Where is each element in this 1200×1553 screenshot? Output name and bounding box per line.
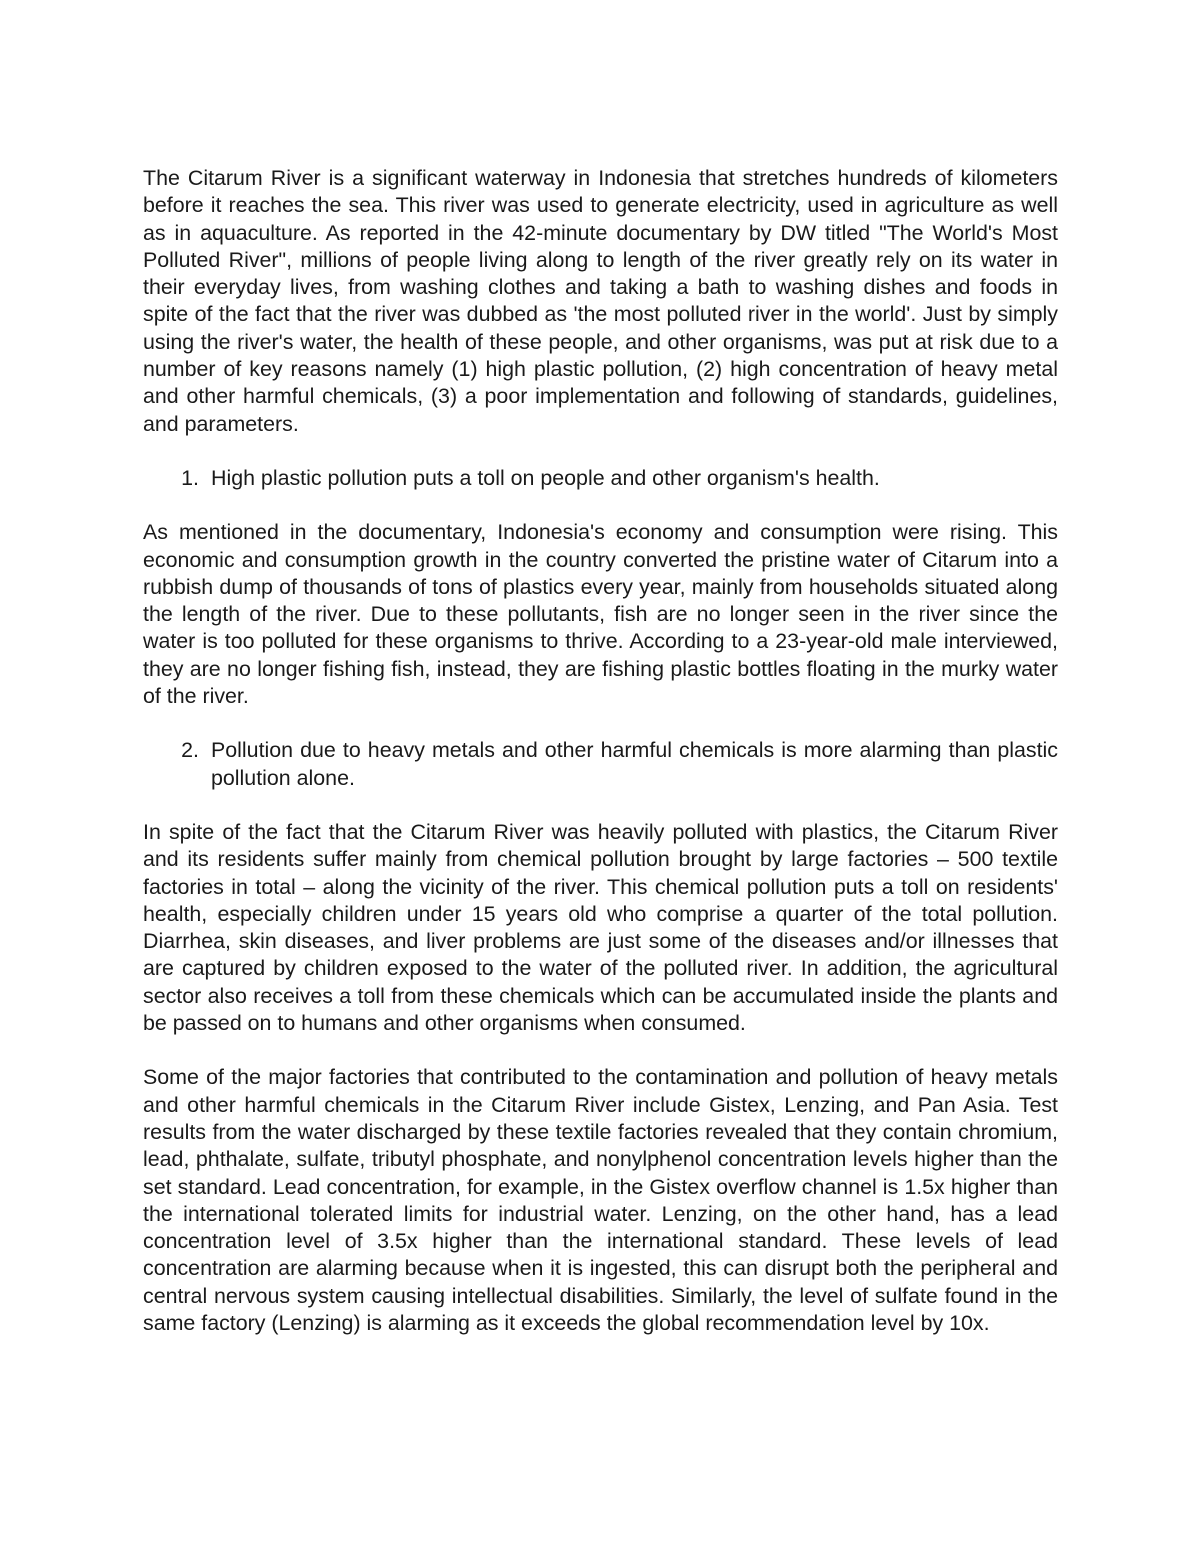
- paragraph-intro: The Citarum River is a significant waterway in Indonesia that stretches hundreds of kilometers before it reaches the sea. This river was used to generate electricity, used in agriculture as well as in aquaculture. As reported in the 42-minute documentary by DW titled "The World's Most Polluted River", millions of people living along to length of the river greatly rely on its water in their everyday lives, from washing clothes and taking a bath to washing dishes and foods in spite of the fact that the river was dubbed as 'the most polluted river in the world'. Just by simply using the river's water, the health of these people, and other organisms, was put at risk due to a number of key reasons namely (1) high plastic pollution, (2) high concentration of heavy metal and other harmful chemicals, (3) a poor implementation and following of standards, guidelines, and parameters.: [143, 166, 1058, 436]
- paragraph-factories: Some of the major factories that contributed to the contamination and pollution of heavy metals and other harmful chemicals in the Citarum River include Gistex, Lenzing, and Pan Asia. Test results from the water discharged by these textile factories revealed that they contain chromium, lead, phthalate, sulfate, tributyl phosphate, and nonylphenol concentration levels higher than the set standard. Lead concentration, for example, in the Gistex overflow channel is 1.5x higher than the international tolerated limits for industrial water. Lenzing, on the other hand, has a lead concentration level of 3.5x higher than the international standard. These levels of lead concentration are alarming because when it is ingested, this can disrupt both the peripheral and central nervous system causing intellectual disabilities. Similarly, the level of sulfate found in the same factory (Lenzing) is alarming as it exceeds the global recommendation level by 10x.: [143, 1065, 1058, 1335]
- list-text: Pollution due to heavy metals and other harmful chemicals is more alarming than plastic pollution alone.: [211, 738, 1058, 790]
- list-item-plastic-pollution: [143, 465, 1058, 492]
- paragraph-plastic: As mentioned in the documentary, Indonesia's economy and consumption were rising. This economic and consumption growth in the country converted the pristine water of Citarum into a rubbish dump of thousands of tons of plastics every year, mainly from households situated along the length of the river. Due to these pollutants, fish are no longer seen in the river since the water is too polluted for these organisms to thrive. According to a 23-year-old male interviewed, they are no longer fishing fish, instead, they are fishing plastic bottles floating in the murky water of the river.: [143, 520, 1058, 709]
- list-number: 1.: [181, 465, 199, 490]
- list-text: High plastic pollution puts a toll on people and other organism's health.: [211, 465, 880, 490]
- paragraph-chemical: In spite of the fact that the Citarum River was heavily polluted with plastics, the Citarum River and its residents suffer mainly from chemical pollution brought by large factories – 500 textile factories in total – along the vicinity of the river. This chemical pollution puts a toll on residents' health, especially children under 15 years old who comprise a quarter of the total pollution. Diarrhea, skin diseases, and liver problems are just some of the diseases and/or illnesses that are captured by children exposed to the water of the polluted river. In addition, the agricultural sector also receives a toll from these chemicals which can be accumulated inside the plants and be passed on to humans and other organisms when consumed.: [143, 819, 1058, 1036]
- list-item-chemical-pollution: [143, 737, 1058, 792]
- document-page: [143, 165, 1058, 1364]
- list-number: 2.: [181, 738, 199, 763]
